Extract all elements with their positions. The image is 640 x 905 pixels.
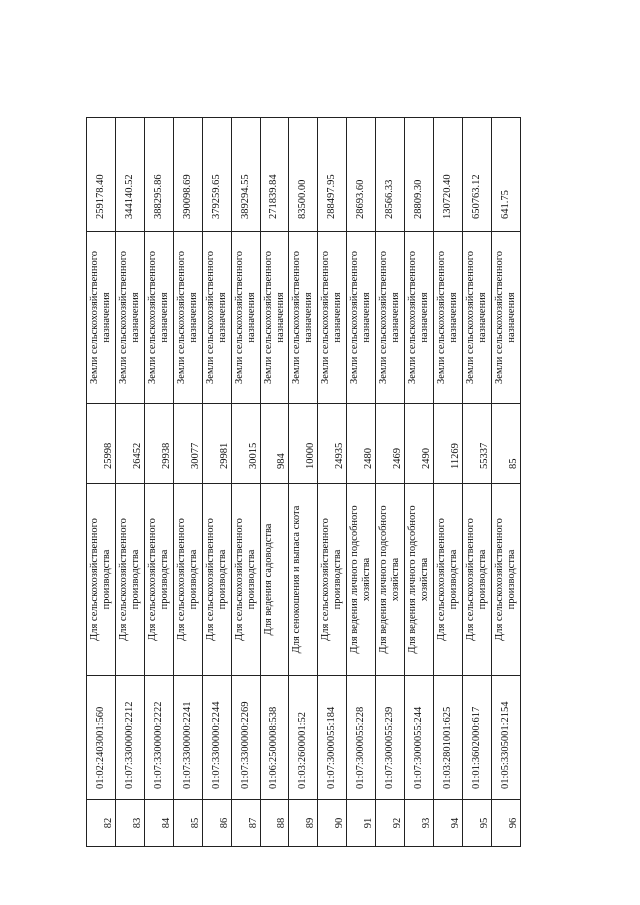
cadastral-value-cell: 130720.40 xyxy=(434,118,463,232)
land-category-cell: Земли сельскохозяйственного назначения xyxy=(144,232,173,404)
cadastral-number-cell: 01:01:3602000:617 xyxy=(462,676,491,800)
row-number-cell: 93 xyxy=(405,800,434,847)
cadastral-number-cell: 01:06:2500008:538 xyxy=(260,676,289,800)
table-row xyxy=(260,118,289,847)
cadastral-number-cell: 01:07:3300000:2244 xyxy=(202,676,231,800)
permitted-use-cell: Для сельскохозяйственного производства xyxy=(87,484,116,676)
row-number-cell: 87 xyxy=(231,800,260,847)
cadastral-number-cell: 01:05:3305001:2154 xyxy=(491,676,520,800)
cadastral-number-cell: 01:07:3300000:2212 xyxy=(115,676,144,800)
cadastral-number-cell: 01:02:2403001:560 xyxy=(87,676,116,800)
land-category-cell: Земли сельскохозяйственного назначения xyxy=(318,232,347,404)
area-cell: 2469 xyxy=(376,404,405,484)
cadastral-number-cell: 01:07:3300000:2222 xyxy=(144,676,173,800)
cadastral-number-cell: 01:07:3300000:2269 xyxy=(231,676,260,800)
cadastral-value-cell: 259178.40 xyxy=(87,118,116,232)
area-cell: 25998 xyxy=(87,404,116,484)
land-category-cell: Земли сельскохозяйственного назначения xyxy=(434,232,463,404)
table-row xyxy=(289,118,318,847)
permitted-use-cell: Для сельскохозяйственного производства xyxy=(462,484,491,676)
permitted-use-cell: Для ведения личного подсобного хозяйства xyxy=(376,484,405,676)
land-category-cell: Земли сельскохозяйственного назначения xyxy=(87,232,116,404)
table-row xyxy=(202,118,231,847)
cadastral-number-cell: 01:03:2600001:52 xyxy=(289,676,318,800)
land-category-cell: Земли сельскохозяйственного назначения xyxy=(376,232,405,404)
cadastral-value-cell: 28693.60 xyxy=(347,118,376,232)
cadastral-number-cell: 01:07:3000055:184 xyxy=(318,676,347,800)
table-row xyxy=(173,118,202,847)
area-cell: 10000 xyxy=(289,404,318,484)
cadastral-number-cell: 01:07:3000055:228 xyxy=(347,676,376,800)
area-cell: 26452 xyxy=(115,404,144,484)
permitted-use-cell: Для сельскохозяйственного производства xyxy=(202,484,231,676)
row-number-cell: 95 xyxy=(462,800,491,847)
table-row xyxy=(318,118,347,847)
area-cell: 85 xyxy=(491,404,520,484)
table-row xyxy=(376,118,405,847)
area-cell: 29981 xyxy=(202,404,231,484)
land-category-cell: Земли сельскохозяйственного назначения xyxy=(405,232,434,404)
cadastral-value-cell: 344140.52 xyxy=(115,118,144,232)
land-category-cell: Земли сельскохозяйственного назначения xyxy=(202,232,231,404)
permitted-use-cell: Для ведения садоводства xyxy=(260,484,289,676)
row-number-cell: 88 xyxy=(260,800,289,847)
permitted-use-cell: Для сельскохозяйственного производства xyxy=(318,484,347,676)
area-cell: 30015 xyxy=(231,404,260,484)
table-row xyxy=(347,118,376,847)
table-row xyxy=(405,118,434,847)
row-number-cell: 84 xyxy=(144,800,173,847)
row-number-cell: 92 xyxy=(376,800,405,847)
area-cell: 2490 xyxy=(405,404,434,484)
permitted-use-cell: Для сельскохозяйственного производства xyxy=(144,484,173,676)
table-row xyxy=(115,118,144,847)
cadastral-value-cell: 83500.00 xyxy=(289,118,318,232)
table-row xyxy=(231,118,260,847)
land-category-cell: Земли сельскохозяйственного назначения xyxy=(173,232,202,404)
row-number-cell: 96 xyxy=(491,800,520,847)
permitted-use-cell: Для сенокошения и выпаса скота xyxy=(289,484,318,676)
area-cell: 55337 xyxy=(462,404,491,484)
cadastral-value-cell: 388295.86 xyxy=(144,118,173,232)
land-category-cell: Земли сельскохозяйственного назначения xyxy=(289,232,318,404)
cadastral-value-cell: 389294.55 xyxy=(231,118,260,232)
row-number-cell: 85 xyxy=(173,800,202,847)
row-number-cell: 83 xyxy=(115,800,144,847)
row-number-cell: 89 xyxy=(289,800,318,847)
area-cell: 30077 xyxy=(173,404,202,484)
row-number-cell: 86 xyxy=(202,800,231,847)
row-number-cell: 91 xyxy=(347,800,376,847)
table-body xyxy=(87,118,521,847)
permitted-use-cell: Для сельскохозяйственного производства xyxy=(115,484,144,676)
cadastral-number-cell: 01:03:2801001:625 xyxy=(434,676,463,800)
land-category-cell: Земли сельскохозяйственного назначения xyxy=(260,232,289,404)
cadastral-value-cell: 28809.30 xyxy=(405,118,434,232)
land-category-cell: Земли сельскохозяйственного назначения xyxy=(347,232,376,404)
table-row xyxy=(87,118,116,847)
row-number-cell: 82 xyxy=(87,800,116,847)
area-cell: 29938 xyxy=(144,404,173,484)
permitted-use-cell: Для ведения личного подсобного хозяйства xyxy=(347,484,376,676)
cadastral-value-cell: 28566.33 xyxy=(376,118,405,232)
row-number-cell: 94 xyxy=(434,800,463,847)
permitted-use-cell: Для сельскохозяйственного производства xyxy=(434,484,463,676)
area-cell: 984 xyxy=(260,404,289,484)
area-cell: 24935 xyxy=(318,404,347,484)
rotated-table-wrapper xyxy=(86,118,521,847)
permitted-use-cell: Для сельскохозяйственного производства xyxy=(491,484,520,676)
row-number-cell: 90 xyxy=(318,800,347,847)
area-cell: 2480 xyxy=(347,404,376,484)
cadastral-value-cell: 641.75 xyxy=(491,118,520,232)
land-category-cell: Земли сельскохозяйственного назначения xyxy=(115,232,144,404)
cadastral-value-cell: 271839.84 xyxy=(260,118,289,232)
cadastral-number-cell: 01:07:3300000:2241 xyxy=(173,676,202,800)
table-row xyxy=(491,118,520,847)
land-category-cell: Земли сельскохозяйственного назначения xyxy=(462,232,491,404)
land-category-cell: Земли сельскохозяйственного назначения xyxy=(491,232,520,404)
cadastral-number-cell: 01:07:3000055:244 xyxy=(405,676,434,800)
land-plots-table xyxy=(86,117,521,847)
cadastral-value-cell: 379259.65 xyxy=(202,118,231,232)
table-row xyxy=(434,118,463,847)
cadastral-value-cell: 288497.95 xyxy=(318,118,347,232)
cadastral-value-cell: 390098.69 xyxy=(173,118,202,232)
permitted-use-cell: Для сельскохозяйственного производства xyxy=(231,484,260,676)
table-row xyxy=(144,118,173,847)
permitted-use-cell: Для сельскохозяйственного производства xyxy=(173,484,202,676)
cadastral-number-cell: 01:07:3000055:239 xyxy=(376,676,405,800)
permitted-use-cell: Для ведения личного подсобного хозяйства xyxy=(405,484,434,676)
cadastral-value-cell: 650763.12 xyxy=(462,118,491,232)
table-row xyxy=(462,118,491,847)
area-cell: 11269 xyxy=(434,404,463,484)
land-category-cell: Земли сельскохозяйственного назначения xyxy=(231,232,260,404)
